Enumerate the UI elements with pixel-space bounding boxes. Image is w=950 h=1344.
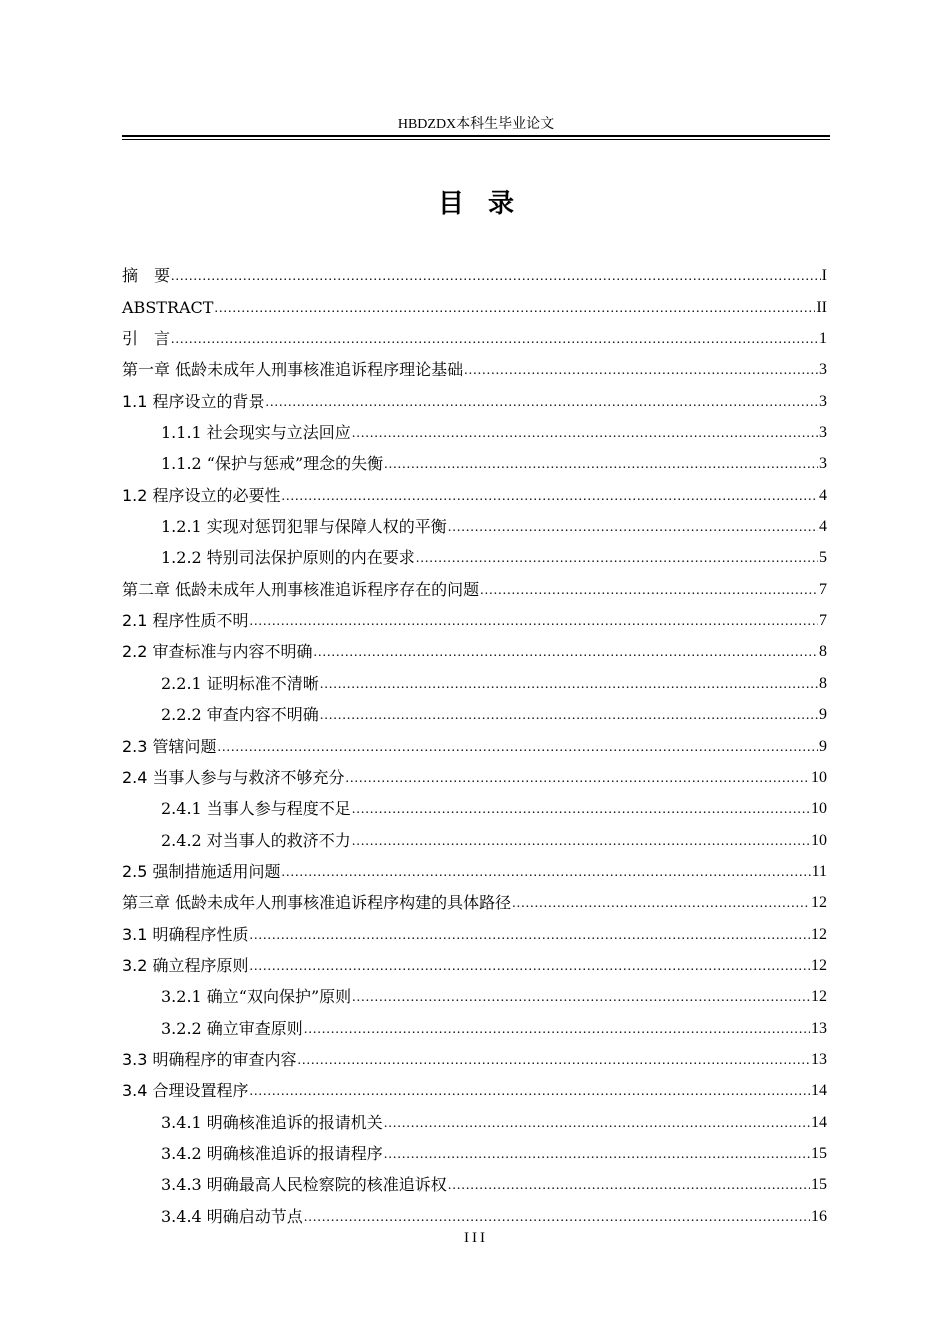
toc-entry-page: 10 bbox=[811, 831, 827, 849]
page-header: HBDZDX本科生毕业论文 bbox=[397, 117, 555, 132]
toc-entry-page: 12 bbox=[811, 925, 827, 943]
toc-entry-label: 3.4.3 明确最高人民检察院的核准追诉权 bbox=[161, 1175, 447, 1195]
toc-entry-page: 14 bbox=[811, 1113, 827, 1131]
toc-entry[interactable] bbox=[122, 349, 827, 380]
toc-leader-dots bbox=[171, 331, 818, 349]
toc-leader-dots bbox=[214, 300, 815, 318]
toc-leader-dots bbox=[346, 770, 810, 788]
toc-entry[interactable] bbox=[122, 443, 827, 474]
toc-leader-dots bbox=[250, 927, 810, 945]
toc-leader-dots bbox=[171, 268, 821, 286]
toc-entry-label: 2.4.1 当事人参与程度不足 bbox=[161, 799, 351, 819]
toc-entry[interactable] bbox=[122, 537, 827, 568]
toc-leader-dots bbox=[250, 613, 818, 631]
toc-entry[interactable] bbox=[122, 851, 827, 882]
toc-entry[interactable] bbox=[122, 1070, 827, 1101]
toc-entry-label: ABSTRACT bbox=[122, 297, 214, 317]
toc-entry[interactable] bbox=[122, 380, 827, 411]
toc-entry-label: 3.2.1 确立“双向保护”原则 bbox=[161, 987, 352, 1007]
toc-entry[interactable] bbox=[122, 318, 827, 349]
toc-entry-page: 3 bbox=[819, 361, 827, 379]
header-rule bbox=[122, 135, 830, 137]
toc-entry-page: 7 bbox=[819, 612, 827, 630]
toc-entry-label: 3.4.4 明确启动节点 bbox=[161, 1206, 303, 1226]
toc-entry-page: 3 bbox=[819, 424, 827, 442]
table-of-contents bbox=[122, 255, 827, 1227]
toc-entry-label: 2.4 当事人参与与救济不够充分 bbox=[122, 767, 345, 787]
toc-entry[interactable] bbox=[122, 600, 827, 631]
toc-entry[interactable] bbox=[122, 725, 827, 756]
toc-entry-page: II bbox=[816, 298, 827, 316]
toc-leader-dots bbox=[320, 707, 818, 725]
toc-entry-label: 1.2.1 实现对惩罚犯罪与保障人权的平衡 bbox=[161, 517, 447, 537]
toc-entry[interactable] bbox=[122, 1195, 827, 1226]
toc-leader-dots bbox=[218, 739, 818, 757]
toc-entry-label: 2.2.2 审查内容不明确 bbox=[161, 705, 319, 725]
toc-entry-page: 14 bbox=[811, 1082, 827, 1100]
toc-entry-page: 3 bbox=[819, 455, 827, 473]
toc-entry-page: 12 bbox=[811, 956, 827, 974]
toc-leader-dots bbox=[250, 1083, 810, 1101]
toc-entry[interactable] bbox=[122, 882, 827, 913]
toc-leader-dots bbox=[266, 394, 818, 412]
toc-leader-dots bbox=[298, 1052, 810, 1070]
toc-entry-page: 4 bbox=[819, 518, 827, 536]
toc-entry[interactable] bbox=[122, 945, 827, 976]
toc-entry[interactable] bbox=[122, 913, 827, 944]
toc-entry[interactable] bbox=[122, 1133, 827, 1164]
toc-entry-page: 13 bbox=[811, 1050, 827, 1068]
toc-entry[interactable] bbox=[122, 976, 827, 1007]
toc-entry-page: 11 bbox=[811, 862, 827, 880]
toc-leader-dots bbox=[282, 488, 818, 506]
toc-entry-label: 摘 要 bbox=[122, 266, 171, 286]
toc-leader-dots bbox=[352, 833, 810, 851]
toc-entry-page: I bbox=[821, 267, 827, 285]
toc-leader-dots bbox=[352, 425, 818, 443]
toc-entry[interactable] bbox=[122, 819, 827, 850]
page-number: III bbox=[464, 1230, 488, 1246]
toc-entry-label: 1.2.2 特别司法保护原则的内在要求 bbox=[161, 548, 415, 568]
toc-entry[interactable] bbox=[122, 568, 827, 599]
toc-entry-page: 15 bbox=[811, 1176, 827, 1194]
toc-entry[interactable] bbox=[122, 757, 827, 788]
toc-entry-label: 引 言 bbox=[122, 329, 171, 349]
toc-leader-dots bbox=[384, 456, 818, 474]
toc-entry-page: 12 bbox=[811, 894, 827, 912]
toc-leader-dots bbox=[304, 1209, 810, 1227]
toc-entry[interactable] bbox=[122, 1007, 827, 1038]
toc-leader-dots bbox=[384, 1115, 810, 1133]
toc-leader-dots bbox=[416, 550, 818, 568]
header-rule-thin bbox=[122, 139, 830, 140]
toc-entry[interactable] bbox=[122, 506, 827, 537]
toc-leader-dots bbox=[282, 864, 811, 882]
toc-entry[interactable] bbox=[122, 412, 827, 443]
toc-leader-dots bbox=[304, 1021, 810, 1039]
toc-entry-page: 3 bbox=[819, 392, 827, 410]
toc-entry-label: 2.3 管辖问题 bbox=[122, 736, 217, 756]
toc-entry[interactable] bbox=[122, 474, 827, 505]
toc-entry-page: 15 bbox=[811, 1144, 827, 1162]
toc-leader-dots bbox=[512, 895, 810, 913]
toc-entry-label: 第三章 低龄未成年人刑事核准追诉程序构建的具体路径 bbox=[122, 893, 512, 913]
toc-entry[interactable] bbox=[122, 662, 827, 693]
toc-leader-dots bbox=[464, 362, 818, 380]
toc-entry-page: 10 bbox=[811, 800, 827, 818]
toc-leader-dots bbox=[314, 644, 818, 662]
toc-entry-page: 16 bbox=[811, 1207, 827, 1225]
toc-entry-label: 1.1 程序设立的背景 bbox=[122, 391, 265, 411]
toc-entry-label: 3.2.2 确立审查原则 bbox=[161, 1018, 303, 1038]
toc-entry-label: 3.4.1 明确核准追诉的报请机关 bbox=[161, 1112, 383, 1132]
toc-entry-page: 9 bbox=[819, 737, 827, 755]
toc-entry-label: 2.4.2 对当事人的救济不力 bbox=[161, 830, 351, 850]
toc-entry[interactable] bbox=[122, 1164, 827, 1195]
toc-entry-label: 1.1.1 社会现实与立法回应 bbox=[161, 423, 351, 443]
toc-entry-label: 3.4 合理设置程序 bbox=[122, 1081, 249, 1101]
toc-entry-label: 第二章 低龄未成年人刑事核准追诉程序存在的问题 bbox=[122, 579, 480, 599]
toc-entry-page: 10 bbox=[811, 768, 827, 786]
toc-entry-page: 12 bbox=[811, 988, 827, 1006]
toc-entry[interactable] bbox=[122, 1101, 827, 1132]
toc-entry-label: 3.2 确立程序原则 bbox=[122, 955, 249, 975]
toc-entry[interactable] bbox=[122, 255, 827, 286]
toc-entry-label: 3.1 明确程序性质 bbox=[122, 924, 249, 944]
toc-entry[interactable] bbox=[122, 286, 827, 317]
toc-leader-dots bbox=[352, 801, 810, 819]
toc-leader-dots bbox=[480, 582, 818, 600]
toc-entry[interactable] bbox=[122, 694, 827, 725]
toc-entry-page: 5 bbox=[819, 549, 827, 567]
toc-entry-label: 2.5 强制措施适用问题 bbox=[122, 861, 281, 881]
toc-leader-dots bbox=[250, 958, 810, 976]
toc-entry-label: 3.4.2 明确核准追诉的报请程序 bbox=[161, 1143, 383, 1163]
toc-entry-label: 2.2.1 证明标准不清晰 bbox=[161, 673, 319, 693]
toc-entry-page: 13 bbox=[811, 1019, 827, 1037]
toc-leader-dots bbox=[448, 1177, 810, 1195]
toc-leader-dots bbox=[384, 1146, 810, 1164]
toc-entry-label: 2.2 审查标准与内容不明确 bbox=[122, 642, 313, 662]
toc-leader-dots bbox=[448, 519, 818, 537]
toc-entry-label: 1.1.2 “保护与惩戒”理念的失衡 bbox=[161, 454, 384, 474]
toc-entry-page: 4 bbox=[819, 486, 827, 504]
toc-entry-page: 1 bbox=[819, 330, 827, 348]
toc-entry-page: 9 bbox=[819, 706, 827, 724]
toc-entry-page: 8 bbox=[819, 643, 827, 661]
toc-entry-label: 1.2 程序设立的必要性 bbox=[122, 485, 281, 505]
toc-entry[interactable] bbox=[122, 1039, 827, 1070]
toc-entry-label: 第一章 低龄未成年人刑事核准追诉程序理论基础 bbox=[122, 360, 464, 380]
toc-entry-page: 8 bbox=[819, 674, 827, 692]
toc-leader-dots bbox=[320, 676, 818, 694]
toc-entry[interactable] bbox=[122, 631, 827, 662]
toc-leader-dots bbox=[352, 989, 810, 1007]
toc-title: 目录 bbox=[437, 189, 538, 219]
toc-entry[interactable] bbox=[122, 788, 827, 819]
toc-entry-label: 3.3 明确程序的审查内容 bbox=[122, 1049, 297, 1069]
toc-entry-page: 7 bbox=[819, 580, 827, 598]
toc-entry-label: 2.1 程序性质不明 bbox=[122, 611, 249, 631]
